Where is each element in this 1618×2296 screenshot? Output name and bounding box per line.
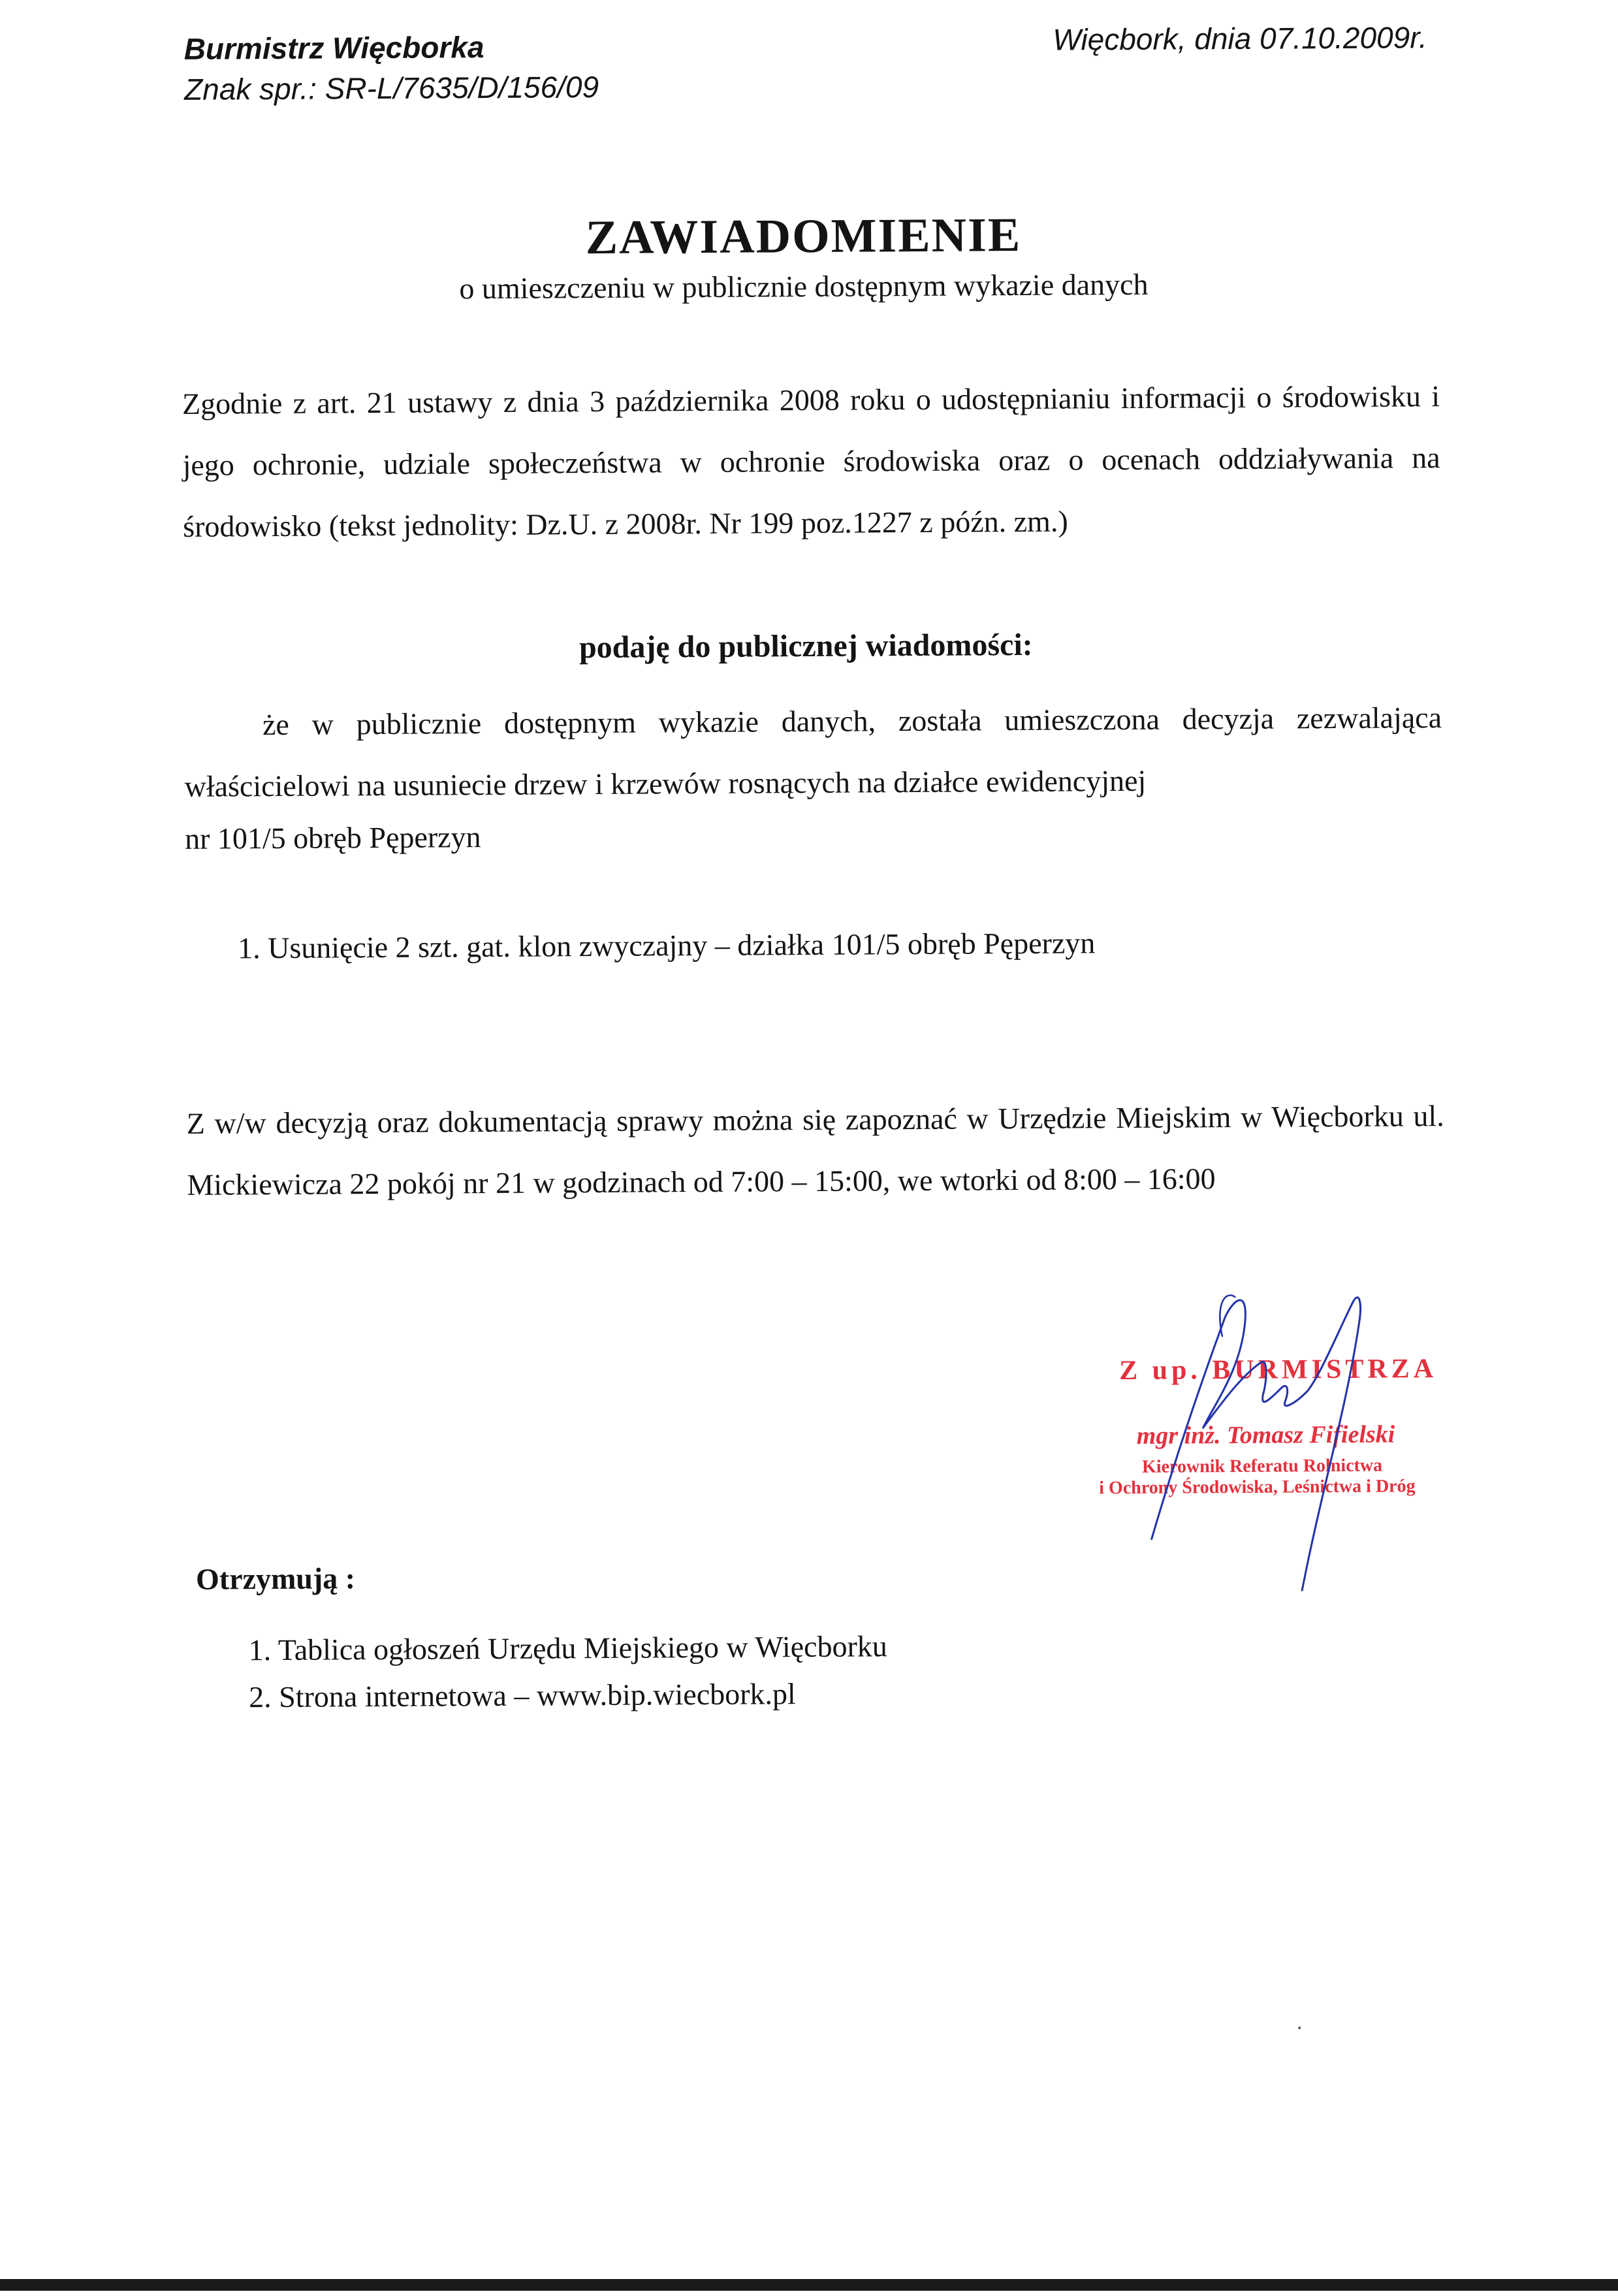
recipients-heading: Otrzymują : [195, 1561, 356, 1596]
stamp-line-department: i Ochrony Środowiska, Leśnictwa i Dróg [1099, 1476, 1416, 1499]
decision-item: 1. Usunięcie 2 szt. gat. klon zwyczajny – działka 101/5 obręb Pęperzyn [237, 926, 1096, 965]
access-info-paragraph: Z w/w decyzją oraz dokumentacją sprawy można się zapoznać w Urzędzie Miejskim w Więcborku ul. Mickiewicza 22 pokój nr 21 w godzinach od 7:00 – 15:00, we wtorki od 8:00 – 16:00 [186, 1099, 1444, 1202]
scan-edge-border [0, 2279, 1618, 2291]
legal-basis-paragraph: Zgodnie z art. 21 ustawy z dnia 3 października 2008 roku o udostępnianiu informacji o środowisku i jego ochronie, udziale społeczeństwa w ochronie środowiska oraz o ocenach oddziaływania na środowisko (tekst jednolity: Dz.U. z 2008r. Nr 199 poz.1227 z późn. zm.) [182, 379, 1440, 543]
case-reference: Znak spr.: SR-L/7635/D/156/09 [183, 69, 599, 106]
parcel-line: nr 101/5 obręb Pęperzyn [184, 820, 481, 855]
decision-paragraph: że w publicznie dostępnym wykazie danych, została umieszczona decyzja zezwalająca właścicielowi na usuniecie drzew i krzewów rosnących na działce ewidencyjnej [184, 701, 1442, 803]
document-title: ZAWIADOMIENIE [585, 208, 1022, 265]
announcement-lead: podaję do publicznej wiadomości: [579, 627, 1033, 665]
handwritten-signature [1111, 1276, 1504, 1618]
document-subtitle: o umieszczeniu w publicznie dostępnym wykazie danych [459, 267, 1149, 306]
stamp-line-name: mgr inż. Tomasz Fifielski [1136, 1420, 1395, 1450]
list-item: 1. Tablica ogłoszeń Urzędu Miejskiego w Więcborku [248, 1629, 887, 1667]
list-item: 2. Strona internetowa – www.bip.wiecbork.pl [248, 1677, 796, 1714]
place-and-date: Więcbork, dnia 07.10.2009r. [1053, 20, 1427, 57]
stamp-line-authority: Z up. BURMISTRZA [1118, 1354, 1438, 1386]
issuer-name: Burmistrz Więcborka [183, 30, 484, 66]
stamp-line-position: Kierownik Referatu Rolnictwa [1141, 1455, 1383, 1477]
recipients-list [248, 1623, 887, 1721]
scan-speck [1298, 2026, 1301, 2029]
